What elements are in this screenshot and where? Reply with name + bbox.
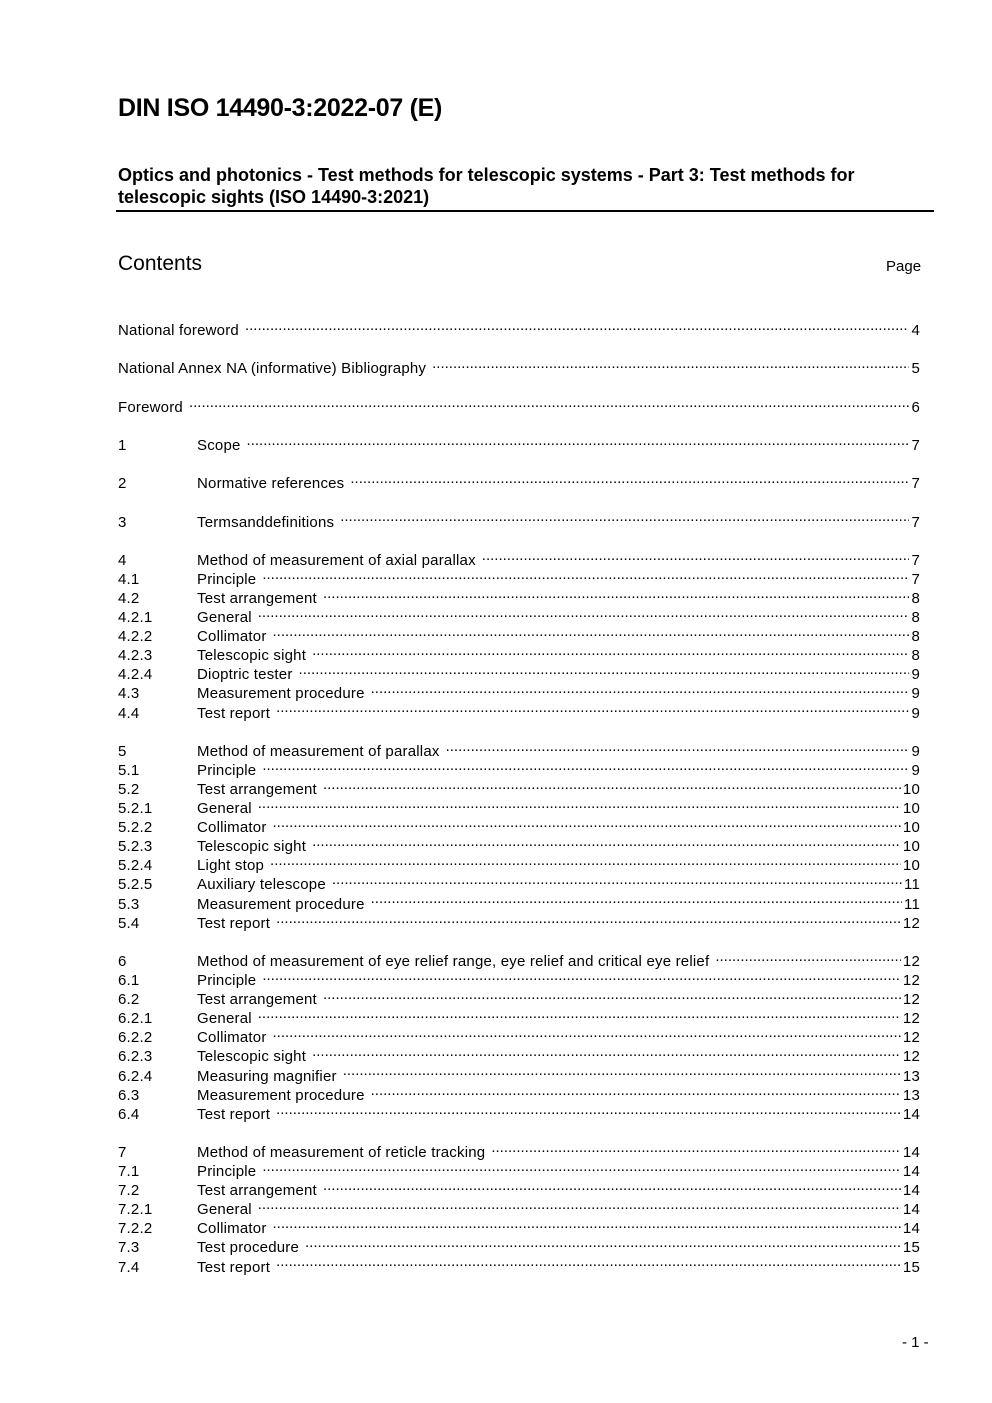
toc-section-number: 4.4 [118, 704, 140, 722]
toc-section-title: Light stop [197, 857, 265, 875]
toc-page-number: 12 [902, 914, 920, 932]
toc-page-number: 12 [902, 991, 920, 1009]
toc-dot-leader [340, 507, 909, 526]
toc-dot-leader [715, 947, 901, 966]
toc-page-number: 7 [911, 551, 920, 569]
toc-section-number: 5.2.3 [118, 838, 153, 856]
toc-section-number: 3 [118, 513, 127, 531]
toc-dot-leader [491, 1138, 901, 1157]
toc-section-number: 4 [118, 551, 127, 569]
toc-dot-leader [245, 316, 909, 335]
toc-entry[interactable] [118, 354, 920, 378]
toc-section-number: 5.2 [118, 781, 140, 798]
toc-page-number: 11 [904, 895, 920, 913]
toc-section-number: 5.2.2 [118, 819, 153, 837]
toc-page-number: 7 [911, 570, 920, 588]
toc-dot-leader [258, 794, 901, 813]
toc-dot-leader [299, 660, 910, 679]
toc-dot-leader [312, 641, 909, 660]
toc-page-number: 9 [911, 742, 920, 760]
toc-page-number: 11 [904, 876, 920, 894]
toc-section-number: 6.3 [118, 1086, 140, 1104]
toc-dot-leader [247, 431, 910, 450]
toc-section-title: Test procedure [197, 1239, 300, 1257]
toc-dot-leader [371, 889, 902, 908]
toc-section-number: 6.2.2 [118, 1029, 153, 1047]
toc-page-number: 7 [911, 513, 920, 531]
toc-section-number: 4.2.3 [118, 647, 153, 665]
toc-section-number: 6 [118, 952, 127, 970]
toc-page-number: 8 [911, 628, 920, 646]
toc-section-number: 5.1 [118, 761, 140, 779]
toc-section-number: 7.2 [118, 1182, 140, 1200]
toc-dot-leader [350, 469, 909, 488]
toc-section-title: Foreword [118, 398, 183, 416]
toc-section-number: 4.2.2 [118, 628, 153, 646]
toc-section-number: 7 [118, 1143, 127, 1161]
toc-section-title: Test report [197, 1105, 271, 1123]
toc-section-title: Scope [197, 436, 241, 454]
toc-page-number: 14 [902, 1182, 920, 1200]
toc-section-number: 5.2.1 [118, 800, 153, 818]
toc-page-number: 7 [911, 475, 920, 493]
toc-section-title: Test report [197, 1258, 271, 1276]
toc-section-number: 4.2.4 [118, 666, 153, 684]
toc-page-number: 14 [902, 1220, 920, 1238]
toc-page-number: 12 [902, 1048, 920, 1066]
toc-page-number: 8 [911, 647, 920, 665]
toc-section-title: Test arrangement [197, 589, 317, 607]
toc-dot-leader [258, 603, 910, 622]
toc-page-number: 9 [911, 685, 920, 703]
toc-page-number: 13 [902, 1067, 920, 1085]
toc-dot-leader [305, 1233, 901, 1252]
toc-dot-leader [258, 1195, 901, 1214]
toc-section-number: 5.4 [118, 914, 140, 932]
toc-page-number: 10 [902, 838, 920, 856]
toc-dot-leader [262, 1157, 901, 1176]
toc-section-number: 5.3 [118, 895, 140, 913]
toc-page-number: 13 [902, 1086, 920, 1104]
toc-page-number: 12 [902, 1010, 920, 1028]
toc-section-number: 6.2.3 [118, 1048, 153, 1066]
toc-section-title: Collimator [197, 1220, 267, 1238]
toc-section-title: Collimator [197, 628, 267, 646]
toc-section-title: Telescopic sight [197, 1048, 307, 1066]
toc-page-number: 9 [911, 704, 920, 722]
toc-dot-leader [312, 1042, 901, 1061]
toc-section-number: 7.4 [118, 1258, 140, 1276]
page-number: - 1 - [902, 1334, 929, 1351]
document-subtitle: Optics and photonics - Test methods for telescopic systems - Part 3: Test methods for telescopic sights (ISO 14490-3:2021) [118, 165, 855, 207]
toc-entry[interactable] [118, 1138, 920, 1161]
toc-dot-leader [446, 737, 910, 756]
toc-page-number: 8 [911, 609, 920, 627]
toc-dot-leader [343, 1061, 901, 1080]
toc-section-title: Collimator [197, 1029, 267, 1047]
toc-page-number: 14 [902, 1163, 920, 1181]
toc-page-number: 10 [902, 857, 920, 875]
toc-page-number: 10 [902, 781, 920, 798]
toc-page-number: 15 [902, 1258, 920, 1276]
toc-page-number: 12 [902, 952, 920, 970]
toc-dot-leader [276, 909, 901, 928]
toc-section-number: 6.2.4 [118, 1067, 153, 1085]
toc-section-title: Method of measurement of parallax [197, 742, 440, 760]
toc-section-title: Method of measurement of eye relief range, eye relief and critical eye relief [197, 952, 710, 970]
toc-page-number: 10 [902, 800, 920, 818]
toc-section-title: Measurement procedure [197, 685, 365, 703]
toc-entry[interactable] [118, 431, 920, 454]
toc-entry[interactable] [118, 393, 920, 416]
toc-page-number: 6 [911, 398, 920, 416]
toc-page-number: 8 [911, 589, 920, 607]
toc-section-number: 4.1 [118, 570, 140, 588]
toc-page-number: 14 [902, 1105, 920, 1123]
toc-section-title: Auxiliary telescope [197, 876, 326, 894]
toc-page-number: 14 [902, 1201, 920, 1219]
toc-section-number: 5.2.5 [118, 876, 153, 894]
toc-page-number: 4 [911, 322, 920, 340]
toc-entry[interactable] [118, 947, 920, 970]
toc-section-number: 4.2 [118, 589, 140, 607]
toc-section-number: 7.2.2 [118, 1220, 153, 1238]
toc-section-number: 7.1 [118, 1163, 140, 1181]
toc-section-title: Principle [197, 761, 257, 779]
toc-section-number: 6.1 [118, 972, 140, 990]
contents-heading: Contents [118, 252, 203, 275]
toc-dot-leader [273, 1023, 901, 1042]
toc-page-number: 12 [902, 1029, 920, 1047]
toc-section-title: Test arrangement [197, 991, 317, 1009]
toc-section-title: Telescopic sight [197, 647, 307, 665]
toc-dot-leader [332, 870, 902, 889]
toc-dot-leader [323, 985, 901, 1004]
toc-section-number: 1 [118, 436, 127, 454]
toc-dot-leader [371, 679, 910, 698]
toc-dot-leader [371, 1081, 901, 1100]
toc-dot-leader [270, 851, 901, 870]
table-of-contents [118, 316, 920, 1276]
toc-dot-leader [323, 584, 910, 603]
toc-section-number: 4.3 [118, 685, 140, 703]
toc-section-number: 7.2.1 [118, 1201, 153, 1219]
toc-dot-leader [276, 1100, 901, 1119]
toc-page-number: 9 [911, 666, 920, 684]
toc-section-number: 6.4 [118, 1105, 140, 1123]
toc-page-number: 15 [902, 1239, 920, 1257]
toc-section-number: 6.2.1 [118, 1010, 153, 1028]
toc-entry[interactable] [118, 737, 920, 760]
toc-section-title: Principle [197, 1163, 257, 1181]
title-divider [116, 210, 934, 212]
toc-dot-leader [262, 756, 909, 775]
toc-section-title: General [197, 800, 252, 818]
toc-page-number: 5 [911, 360, 920, 378]
toc-page-number: 9 [911, 761, 920, 779]
toc-section-number: 6.2 [118, 991, 140, 1009]
toc-page-number: 7 [911, 436, 920, 454]
toc-section-number: 5 [118, 742, 127, 760]
toc-entry[interactable] [118, 546, 920, 569]
toc-page-number: 12 [902, 972, 920, 990]
toc-section-title: Measurement procedure [197, 895, 365, 913]
toc-dot-leader [273, 622, 910, 641]
toc-section-title: Principle [197, 972, 257, 990]
toc-page-number: 10 [902, 819, 920, 837]
toc-section-number: 4.2.1 [118, 609, 153, 627]
toc-dot-leader [273, 1214, 901, 1233]
toc-dot-leader [273, 813, 901, 832]
toc-section-title: Method of measurement of axial parallax [197, 551, 476, 569]
toc-dot-leader [276, 1252, 901, 1271]
toc-dot-leader [482, 546, 910, 565]
toc-section-title: Measuring magnifier [197, 1067, 337, 1085]
toc-section-title: Test report [197, 704, 271, 722]
toc-section-title: Test arrangement [197, 1182, 317, 1200]
toc-section-number: 7.3 [118, 1239, 140, 1257]
document-id-title: DIN ISO 14490-3:2022-07 (E) [118, 94, 443, 122]
toc-section-title: Telescopic sight [197, 838, 307, 856]
page-column-heading: Page [886, 258, 922, 275]
toc-entry[interactable] [118, 507, 920, 531]
toc-section-title: National Annex NA (informative) Bibliography [118, 360, 427, 378]
toc-section-title: Normative references [197, 475, 345, 493]
toc-section-number: 5.2.4 [118, 857, 153, 875]
toc-section-title: Measurement procedure [197, 1086, 365, 1104]
toc-dot-leader [189, 393, 909, 412]
toc-page-number: 14 [902, 1143, 920, 1161]
toc-section-title: Method of measurement of reticle tracking [197, 1143, 486, 1161]
toc-entry[interactable] [118, 469, 920, 493]
toc-section-title: Termsanddefinitions [197, 513, 335, 531]
toc-section-title: General [197, 609, 252, 627]
toc-entry[interactable] [118, 316, 920, 340]
toc-dot-leader [258, 1004, 901, 1023]
toc-dot-leader [323, 775, 901, 794]
toc-section-title: Principle [197, 570, 257, 588]
toc-dot-leader [323, 1176, 901, 1195]
toc-section-title: General [197, 1010, 252, 1028]
toc-section-title: Test report [197, 914, 271, 932]
toc-section-title: National foreword [118, 322, 239, 340]
toc-dot-leader [312, 832, 901, 851]
toc-section-title: Dioptric tester [197, 666, 293, 684]
toc-section-title: Collimator [197, 819, 267, 837]
toc-dot-leader [262, 565, 909, 584]
toc-dot-leader [262, 966, 901, 985]
toc-section-title: General [197, 1201, 252, 1219]
toc-dot-leader [432, 354, 909, 373]
toc-section-number: 2 [118, 475, 127, 493]
toc-section-title: Test arrangement [197, 781, 317, 798]
toc-dot-leader [276, 698, 909, 717]
